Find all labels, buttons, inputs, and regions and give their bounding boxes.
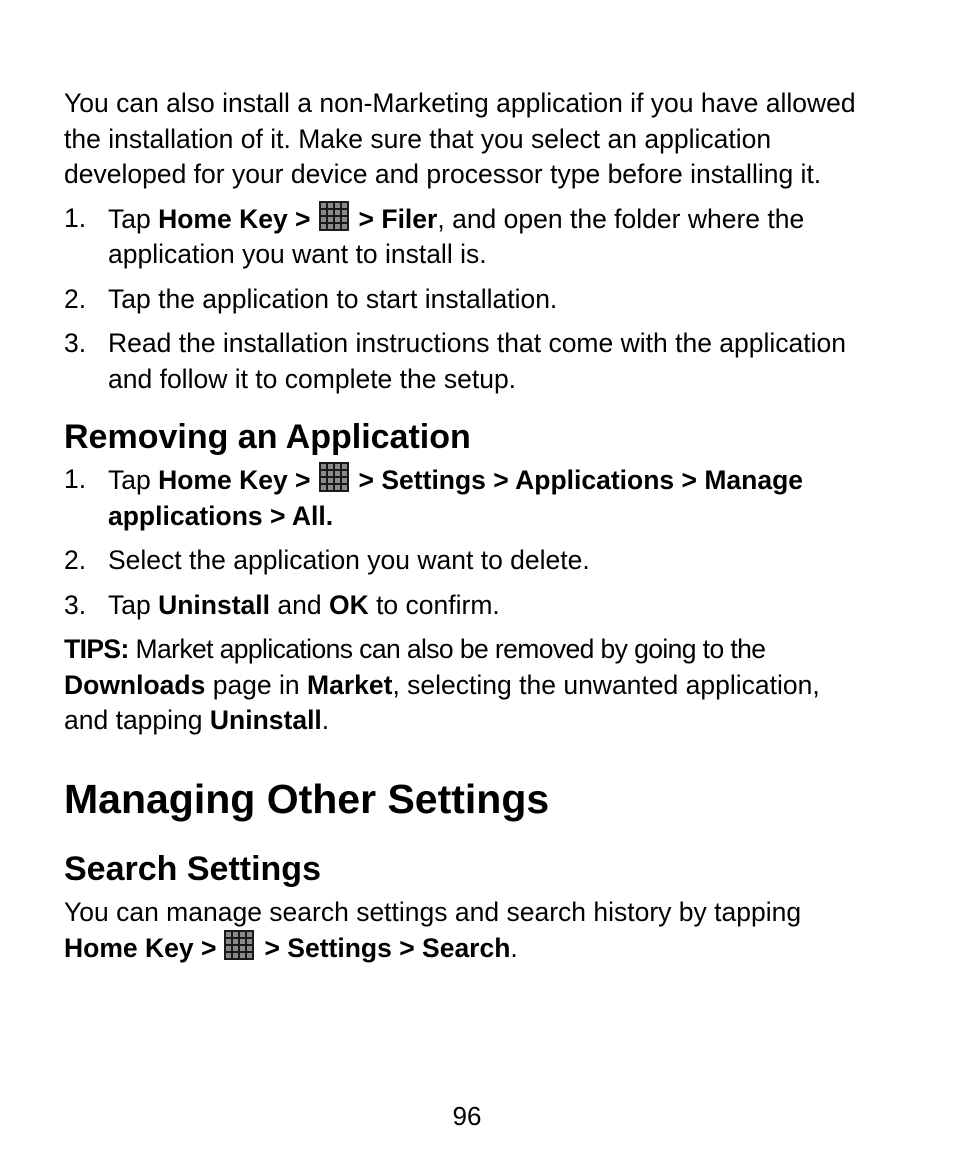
tips-paragraph — [64, 632, 864, 739]
step-text: Select the application you want to delete. — [108, 545, 590, 575]
app-grid-icon — [224, 930, 254, 960]
search-text: You can manage search settings and search history by tapping — [64, 896, 802, 927]
managing-heading: Managing Other Settings — [64, 775, 550, 822]
ok-label: OK — [328, 589, 369, 620]
tips-label: TIPS: — [64, 634, 129, 664]
step-number: 3. — [64, 589, 87, 620]
filer-label: > Filer — [358, 203, 438, 234]
step-text: and — [270, 589, 329, 620]
step-text: Tap — [108, 589, 159, 620]
home-key-label: Home Key > — [158, 203, 311, 234]
uninstall-label: Uninstall — [209, 705, 322, 735]
intro-paragraph: You can also install a non-Marketing application if you have allowed the installation of it. Make sure that you select an application developed for your device and processor type before installing it. — [64, 88, 856, 189]
tips-text: page in — [205, 669, 308, 700]
install-steps-list — [64, 201, 864, 398]
tips-text: Market applications can also be removed by going to the — [128, 634, 766, 664]
uninstall-label: Uninstall — [158, 589, 270, 620]
search-text: . — [510, 933, 518, 963]
settings-search-label: > Settings > Search — [264, 933, 511, 963]
search-paragraph — [64, 895, 864, 967]
step-text: Read the installation instructions that come with the application and follow it to complete the setup. — [108, 328, 847, 394]
step-number: 1. — [64, 202, 87, 233]
app-grid-icon — [319, 201, 349, 231]
list-item — [64, 543, 864, 579]
tips-text: , selecting the unwanted application, and tapping — [64, 669, 820, 735]
app-grid-icon — [319, 462, 349, 492]
list-item — [64, 462, 864, 534]
step-text: Tap — [108, 465, 159, 495]
removing-heading: Removing an Application — [64, 418, 471, 456]
home-key-label: Home Key > — [64, 933, 217, 963]
market-label: Market — [307, 669, 393, 700]
list-item — [64, 588, 864, 624]
list-item — [64, 201, 864, 273]
tips-text: . — [321, 705, 330, 735]
step-text: to confirm. — [368, 589, 500, 620]
home-key-label: Home Key > — [158, 465, 311, 495]
page-number: 96 — [452, 1101, 482, 1131]
step-number: 2. — [64, 283, 87, 314]
step-number: 3. — [64, 328, 87, 358]
list-item — [64, 282, 864, 318]
search-heading: Search Settings — [64, 849, 321, 888]
step-number: 2. — [64, 545, 87, 575]
settings-path-label: > Settings > Applications > Manage applications > All. — [108, 465, 804, 531]
remove-steps-list — [64, 462, 864, 623]
list-item — [64, 326, 864, 397]
document-page — [64, 86, 864, 967]
step-text: , and open the folder where the application you want to install is. — [108, 203, 805, 269]
step-number: 1. — [64, 464, 87, 494]
step-text: Tap the application to start installation. — [108, 283, 558, 314]
downloads-label: Downloads — [64, 669, 206, 700]
step-text: Tap — [108, 203, 159, 234]
